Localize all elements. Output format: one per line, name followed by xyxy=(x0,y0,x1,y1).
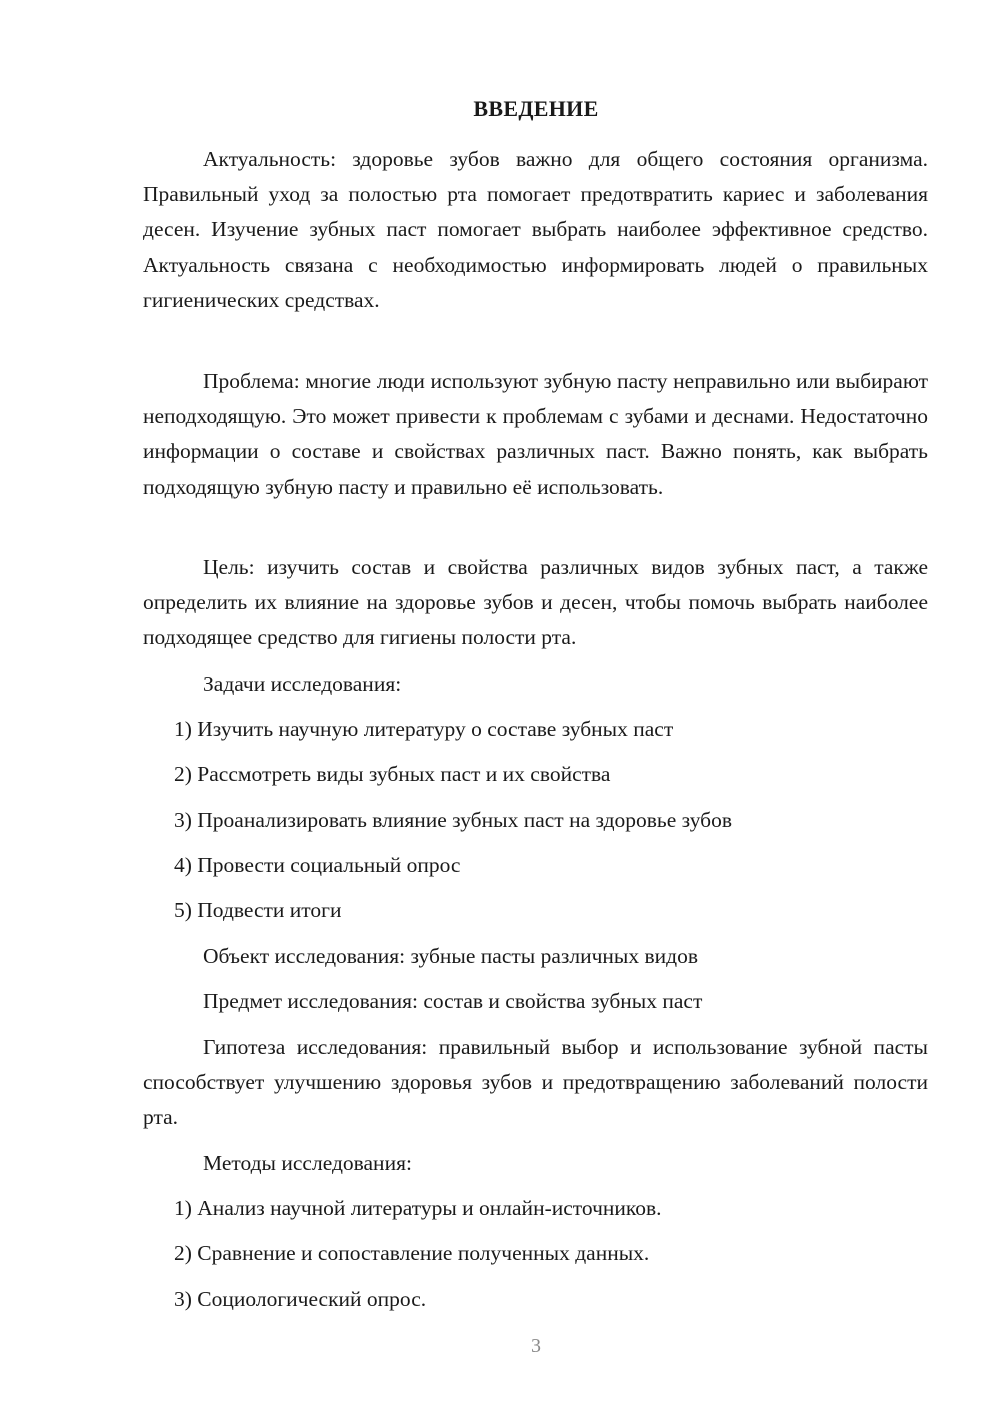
page-title: ВВЕДЕНИЕ xyxy=(473,96,599,121)
task-item: 5) Подвести итоги xyxy=(174,898,342,922)
paragraph-hypothesis: Гипотеза исследования: правильный выбор и использование зубной пасты способствует улучшению здоровья зубов и предотвращению заболеваний полости рта. xyxy=(143,1035,928,1130)
paragraph-goal: Цель: изучить состав и свойства различных видов зубных паст, а также определить их влияние на здоровье зубов и десен, чтобы помочь выбрать наиболее подходящее средство для гигиены полости рта. xyxy=(143,555,928,650)
paragraph-relevance: Актуальность: здоровье зубов важно для общего состояния организма. Правильный уход за полостью рта помогает предотвратить кариес и заболевания десен. Изучение зубных паст помогает выбрать наиболее эффективное средство. Актуальность связана с необходимостью информировать людей о правильных гигиенических средствах. xyxy=(143,147,928,312)
task-item: 2) Рассмотреть виды зубных паст и их свойства xyxy=(174,762,611,786)
task-item: 3) Проанализировать влияние зубных паст на здоровье зубов xyxy=(174,808,733,832)
research-subject: Предмет исследования: состав и свойства зубных паст xyxy=(203,989,703,1013)
method-item: 2) Сравнение и сопоставление полученных данных. xyxy=(174,1241,650,1265)
methods-label: Методы исследования: xyxy=(203,1151,412,1175)
task-item: 1) Изучить научную литературу о составе зубных паст xyxy=(174,717,674,741)
tasks-label: Задачи исследования: xyxy=(203,672,402,696)
research-object: Объект исследования: зубные пасты различных видов xyxy=(203,944,698,968)
method-item: 3) Социологический опрос. xyxy=(174,1287,427,1311)
paragraph-problem: Проблема: многие люди используют зубную пасту неправильно или выбирают неподходящую. Это может привести к проблемам с зубами и деснами. Недостаточно информации о составе и свойствах различных паст. Важно понять, как выбрать подходящую зубную пасту и правильно её использовать. xyxy=(143,369,928,499)
method-item: 1) Анализ научной литературы и онлайн-источников. xyxy=(174,1196,662,1220)
task-item: 4) Провести социальный опрос xyxy=(174,853,461,877)
page-number: 3 xyxy=(531,1335,541,1357)
